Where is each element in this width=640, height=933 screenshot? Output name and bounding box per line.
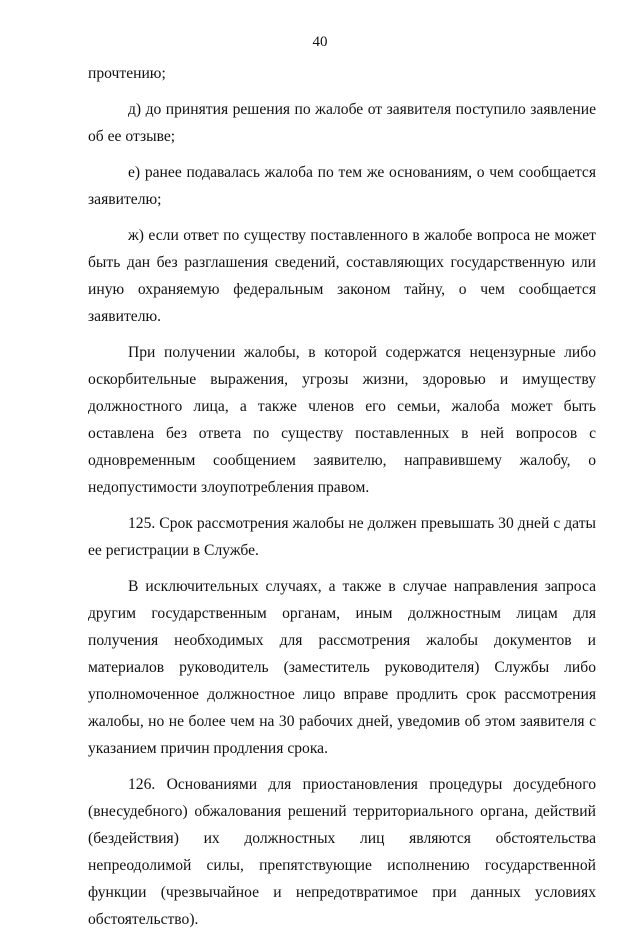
paragraph-item-d: д) до принятия решения по жалобе от заявителя поступило заявление об ее отзыве;	[88, 101, 596, 145]
page-number: 40	[312, 34, 328, 50]
paragraph-clause-126: 126. Основаниями для приостановления процедуры досудебного (внесудебного) обжалования решений территориального органа, действий (бездействия) их должностных лиц являются обстоятельства непреодолимой силы, препятствующие исполнению государственной функции (чрезвычайное и непредотвратимое при данных условиях обстоятельство).	[88, 776, 596, 928]
paragraph-clause-125: 125. Срок рассмотрения жалобы не должен превышать 30 дней с даты ее регистрации в Службе.	[88, 515, 596, 559]
paragraph-exceptional-cases: В исключительных случаях, а также в случае направления запроса другим государственным органам, иным должностным лицам для получения необходимых для рассмотрения жалобы документов и материалов руководитель (заместитель руководителя) Службы либо уполномоченное должностное лицо вправе продлить срок рассмотрения жалобы, но не более чем на 30 рабочих дней, уведомив об этом заявителя с указанием причин продления срока.	[88, 578, 596, 757]
paragraph-obscene-complaint: При получении жалобы, в которой содержатся нецензурные либо оскорбительные выражения, угрозы жизни, здоровью и имуществу должностного лица, а также членов его семьи, жалоба может быть оставлена без ответа по существу поставленных в ней вопросов с одновременным сообщением заявителю, направившему жалобу, о недопустимости злоупотребления правом.	[88, 344, 596, 496]
paragraph-item-zh: ж) если ответ по существу поставленного в жалобе вопроса не может быть дан без разглашения сведений, составляющих государственную или иную охраняемую федеральным законом тайну, о чем сообщается заявителю.	[88, 227, 596, 325]
paragraph-item-e: е) ранее подавалась жалоба по тем же основаниям, о чем сообщается заявителю;	[88, 164, 596, 208]
paragraph-continuation: прочтению;	[88, 65, 166, 82]
document-body	[88, 60, 596, 933]
